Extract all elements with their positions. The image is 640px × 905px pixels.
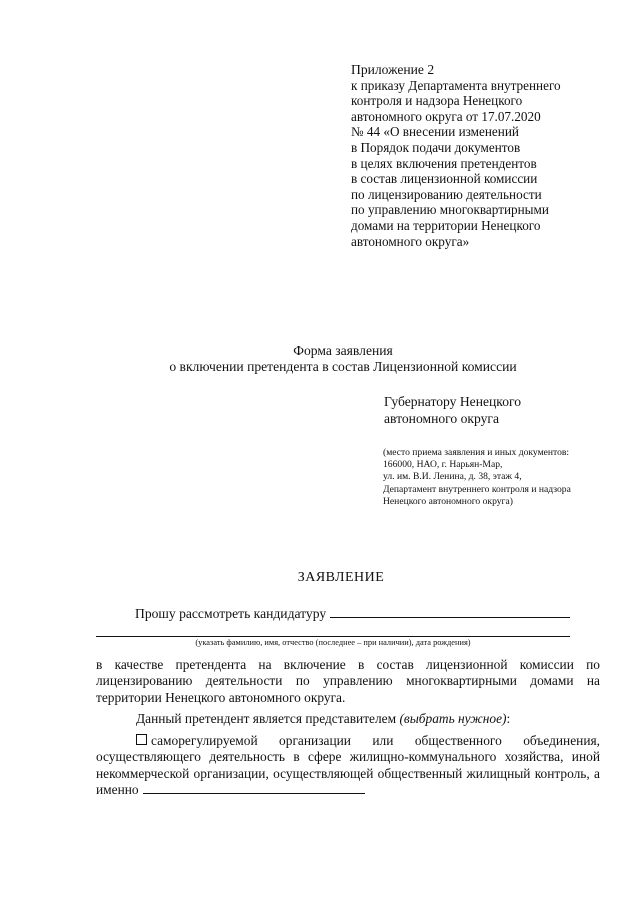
form-title-line1: Форма заявления [293,343,393,358]
appendix-block [351,62,611,249]
body-paragraph: в качестве претендента на включение в состав лицензионной комиссии по лицензированию деятельности по управлению многоквартирными домами на территории Ненецкого автономного округа. [96,657,600,705]
request-label: Прошу рассмотреть кандидатуру [135,606,327,621]
document-heading: ЗАЯВЛЕНИЕ [297,570,385,585]
candidate-name-field[interactable] [330,605,570,618]
place-note-line: ул. им. В.И. Ленина, д. 38, этаж 4, [383,471,522,483]
addressee-line: Губернатору Ненецкого [384,394,522,409]
place-note-line: 166000, НАО, г. Нарьян-Мар, [383,459,503,471]
appendix-line: в Порядок подачи документов [351,139,521,155]
choice-instruction: (выбрать нужное) [399,711,507,726]
appendix-line: по лицензированию деятельности [351,186,542,202]
place-note-line: Ненецкого автономного округа) [383,495,513,507]
choice-intro: Данный претендент является представителем [136,711,400,726]
submission-place-note [383,447,571,508]
appendix-line: по управлению многоквартирными [351,202,549,218]
choice-colon: : [506,711,511,726]
addressee-line: автономного округа [384,411,500,426]
appendix-line: Приложение 2 [351,62,435,77]
place-note-line: (место приема заявления и иных документов: [383,447,570,458]
appendix-line: № 44 «О внесении изменений [351,124,519,140]
request-line [135,605,570,622]
appendix-line: домами на территории Ненецкого [351,217,541,233]
option-text: саморегулируемой организации или общественного объединения, осуществляющего деятельность в сфере жилищно-коммунального хозяйства, иной некоммерческой организации, осуществляющей общественный жилищный контроль, а именно [96,733,600,798]
appendix-line: автономного округа» [351,233,470,249]
addressee-block [384,393,521,427]
option-item [96,733,600,799]
candidate-details-field[interactable] [96,636,570,637]
body-paragraph-choice [96,711,600,727]
appendix-line: к приказу Департамента внутреннего [351,77,561,93]
place-note-line: Департамент внутреннего контроля и надзора [383,483,571,495]
field-hint: (указать фамилию, имя, отчество (последнее – при наличии), дата рождения) [195,638,471,647]
organization-name-field[interactable] [143,782,365,794]
appendix-line: автономного округа от 17.07.2020 [351,108,541,124]
option-checkbox[interactable] [136,734,147,745]
form-title-line2: о включении претендента в состав Лицензионной комиссии [169,359,517,374]
appendix-line: контроля и надзора Ненецкого [351,93,523,109]
appendix-line: в целях включения претендентов [351,155,537,171]
appendix-line: в состав лицензионной комиссии [351,171,538,187]
